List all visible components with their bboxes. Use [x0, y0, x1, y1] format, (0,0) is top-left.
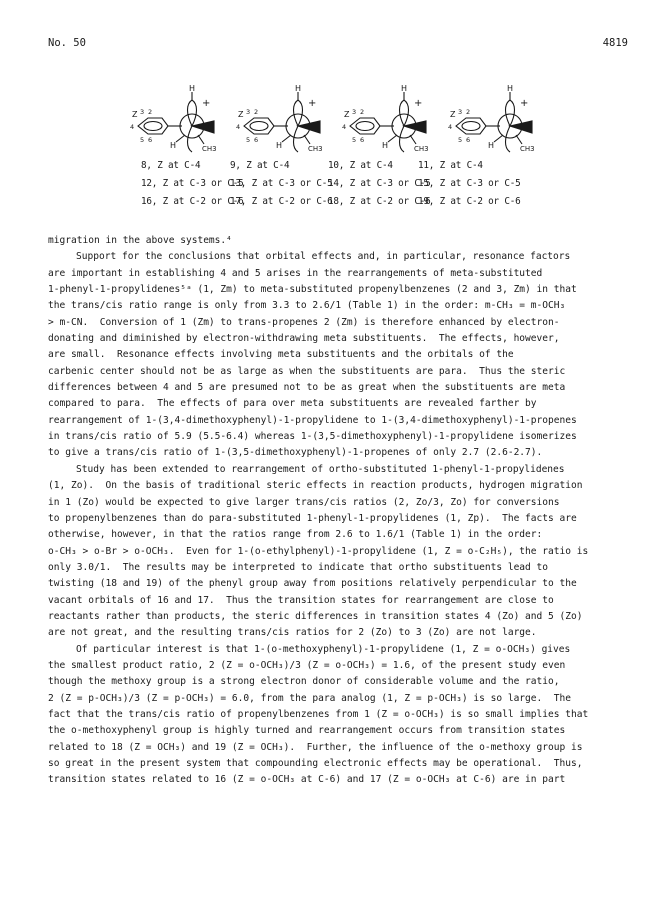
- cation-charge: +: [202, 98, 211, 109]
- body-line: rearrangement of 1-(3,4-dimethoxyphenyl)-1-propylidene to 1-(3,4-dimethoxyphenyl)-1-propenes: [48, 414, 577, 426]
- ring-position-2: 2: [466, 108, 471, 116]
- methyl-label: CH3: [308, 145, 323, 153]
- methyl-bond: [516, 135, 522, 144]
- cation-charge: +: [414, 98, 423, 109]
- structure-caption: 9, Z at C-4: [230, 160, 290, 171]
- body-line: fact that the trans/cis ratio of propenylbenzenes from 1 (Z = o-OCH₃) is so small implies that: [48, 708, 589, 720]
- ring-position-4: 4: [236, 123, 241, 131]
- journal-issue: No. 50: [48, 37, 86, 49]
- ring-position-5: 5: [458, 136, 463, 144]
- ring-position-3: 3: [246, 108, 251, 116]
- structure-caption: 12, Z at C-3 or C-5: [141, 178, 244, 189]
- ring-position-6: 6: [148, 136, 153, 144]
- p-orbital-lower: [506, 126, 511, 152]
- body-line: (1, Zo). On the basis of traditional steric effects in reaction products, hydrogen migration: [48, 480, 583, 492]
- ring-position-5: 5: [246, 136, 251, 144]
- p-orbital-upper: [400, 100, 409, 126]
- body-line: transition states related to 16 (Z = o-OCH₃ at C-6) and 17 (Z = o-OCH₃ at C-6) are in part: [48, 774, 566, 786]
- body-line: vacant orbitals of 16 and 17. Thus the transition states for rearrangement are close to: [48, 594, 554, 606]
- methyl-bond: [410, 135, 416, 144]
- methyl-bond: [198, 135, 204, 144]
- body-line: Study has been extended to rearrangement of ortho-substituted 1-phenyl-1-propylidenes: [76, 463, 565, 475]
- ring-position-6: 6: [254, 136, 259, 144]
- body-line: related to 18 (Z = OCH₃) and 19 (Z = OCH₃). Further, the influence of the o-methoxy group is: [48, 741, 583, 753]
- ring-position-3: 3: [458, 108, 463, 116]
- ring-substituent-z-label: Z: [238, 110, 244, 119]
- hydrogen-label-top: H: [189, 84, 196, 93]
- aromatic-circle: [144, 122, 162, 131]
- hydrogen-label-top: H: [401, 84, 408, 93]
- structure-caption: 11, Z at C-4: [418, 160, 483, 171]
- body-line: otherwise, however, in that the ratios range from 2.6 to 1.6/1 (Table 1) in the order:: [48, 529, 543, 541]
- ring-position-5: 5: [352, 136, 357, 144]
- benzene-ring: [244, 118, 274, 134]
- hydrogen-label-lower: H: [170, 141, 177, 150]
- body-line: are not great, and the resulting trans/cis ratios for 2 (Zo) to 3 (Zo) are not large.: [48, 627, 537, 639]
- body-line: to give a trans/cis ratio of 1-(3,5-dimethoxyphenyl)-1-propenes of only 2.7 (2.6-2.7).: [48, 447, 543, 459]
- body-line: 1-phenyl-1-propylidenes⁵ᵃ (1, Zm) to meta-substituted propenylbenzenes (2 and 3, Zm) in that: [48, 284, 577, 296]
- body-line: the smallest product ratio, 2 (Z = o-OCH₃)/3 (Z = o-OCH₃) = 1.6, of the present study even: [48, 659, 566, 671]
- hydrogen-label-lower: H: [382, 141, 389, 150]
- structure-caption: 18, Z at C-2 or C-6: [328, 196, 431, 207]
- ring-position-2: 2: [360, 108, 365, 116]
- hydrogen-label-lower: H: [488, 141, 495, 150]
- body-line: in 1 (Zo) would be expected to give larger trans/cis ratios (2, Zo/3, Zo) for conversions: [48, 496, 560, 508]
- ring-position-6: 6: [360, 136, 365, 144]
- ring-position-2: 2: [148, 108, 153, 116]
- body-line: in trans/cis ratio of 5.9 (5.5-6.4) whereas 1-(3,5-dimethoxyphenyl)-1-propylidene isomerizes: [48, 431, 577, 443]
- ring-position-4: 4: [130, 123, 135, 131]
- body-line: the o-methoxyphenyl group is highly turned and rearrangement occurs from transition states: [48, 725, 566, 737]
- body-line: only 3.0/1. The results may be interpreted to indicate that ortho substituents lead to: [48, 561, 549, 573]
- structure-caption: 14, Z at C-3 or C-5: [328, 178, 431, 189]
- hydrogen-label-lower: H: [276, 141, 283, 150]
- benzene-ring: [138, 118, 168, 134]
- body-line: > m-CN. Conversion of 1 (Zm) to trans-propenes 2 (Zm) is therefore enhanced by electron-: [48, 316, 560, 328]
- benzene-ring: [456, 118, 486, 134]
- body-line: reactants rather than products, the steric differences in transition states 4 (Zo) and 5 (Zo): [48, 610, 583, 622]
- body-line: donating and diminished by electron-withdrawing meta substituents. The effects, however,: [48, 333, 560, 345]
- body-line: are important in establishing 4 and 5 arises in the rearrangements of meta-substituted: [48, 267, 543, 279]
- ring-substituent-z-label: Z: [450, 110, 456, 119]
- body-line: Of particular interest is that 1-(o-methoxyphenyl)-1-propylidene (1, Z = o-OCH₃) gives: [76, 643, 571, 655]
- body-line: 2 (Z = p-OCH₃)/3 (Z = p-OCH₃) = 6.0, from the para analog (1, Z = p-OCH₃) is so large. The: [48, 692, 572, 704]
- structure-caption: 15, Z at C-3 or C-5: [418, 178, 521, 189]
- structure-figure: [130, 84, 550, 232]
- p-orbital-lower: [400, 126, 405, 152]
- ring-position-3: 3: [352, 108, 357, 116]
- ring-position-3: 3: [140, 108, 145, 116]
- p-orbital-upper: [188, 100, 197, 126]
- body-line: migration in the above systems.⁴: [48, 235, 232, 246]
- body-line: are small. Resonance effects involving meta substituents and the orbitals of the: [48, 349, 514, 361]
- hydrogen-label-top: H: [507, 84, 514, 93]
- ring-substituent-z-label: Z: [344, 110, 350, 119]
- structure-caption: 16, Z at C-2 or C-6: [141, 196, 244, 207]
- benzene-ring: [350, 118, 380, 134]
- hydrogen-label-top: H: [295, 84, 302, 93]
- structure-caption: 10, Z at C-4: [328, 160, 393, 171]
- h-bond-lower: [388, 135, 397, 142]
- body-line: o-CH₃ > o-Br > o-OCH₃. Even for 1-(o-ethylphenyl)-1-propylidene (1, Z = o-C₂H₅), the ratio is: [48, 545, 589, 557]
- methyl-label: CH3: [414, 145, 429, 153]
- structure-caption: 19, Z at C-2 or C-6: [418, 196, 521, 207]
- body-line: Support for the conclusions that orbital effects and, in particular, resonance factors: [76, 251, 571, 263]
- body-line: to propenylbenzenes than do para-substituted 1-phenyl-1-propylidenes (1, Zp). The facts are: [48, 512, 577, 524]
- body-line: differences between 4 and 5 are presumed not to be as great when the substituents are meta: [48, 382, 566, 394]
- h-bond-lower: [494, 135, 503, 142]
- p-orbital-lower: [294, 126, 299, 152]
- h-bond-lower: [176, 135, 185, 142]
- ring-position-6: 6: [466, 136, 471, 144]
- body-line: though the methoxy group is a strong electron donor of considerable volume and the ratio,: [48, 676, 560, 688]
- ring-position-5: 5: [140, 136, 145, 144]
- aromatic-circle: [462, 122, 480, 131]
- methyl-bond: [304, 135, 310, 144]
- structure-caption: 8, Z at C-4: [141, 160, 201, 171]
- cation-charge: +: [520, 98, 529, 109]
- body-line: compared to para. The effects of para over meta substituents are revealed farther by: [48, 398, 537, 410]
- structure-caption: 17, Z at C-2 or C-6: [230, 196, 333, 207]
- page-number: 4819: [602, 37, 628, 49]
- ring-substituent-z-label: Z: [132, 110, 138, 119]
- ring-position-4: 4: [342, 123, 347, 131]
- p-orbital-lower: [188, 126, 193, 152]
- body-line: the trans/cis ratio range is only from 3.3 to 2.6/1 (Table 1) in the order: m-CH₃ = m-OCH₃: [48, 300, 566, 312]
- h-bond-lower: [282, 135, 291, 142]
- aromatic-circle: [356, 122, 374, 131]
- aromatic-circle: [250, 122, 268, 131]
- article-body: [48, 233, 630, 789]
- body-line: twisting (18 and 19) of the phenyl group away from positions relatively perpendicular to the: [48, 578, 577, 590]
- cation-charge: +: [308, 98, 317, 109]
- ring-position-2: 2: [254, 108, 259, 116]
- body-line: so great in the present system that compounding electronic effects may be operational. Thus,: [48, 758, 583, 769]
- body-line: carbenic center should not be as large as when the substituents are para. Thus the steric: [48, 365, 566, 377]
- methyl-label: CH3: [520, 145, 535, 153]
- ring-position-4: 4: [448, 123, 453, 131]
- p-orbital-upper: [294, 100, 303, 126]
- methyl-label: CH3: [202, 145, 217, 153]
- p-orbital-upper: [506, 100, 515, 126]
- structure-caption: 13, Z at C-3 or C-5: [230, 178, 333, 189]
